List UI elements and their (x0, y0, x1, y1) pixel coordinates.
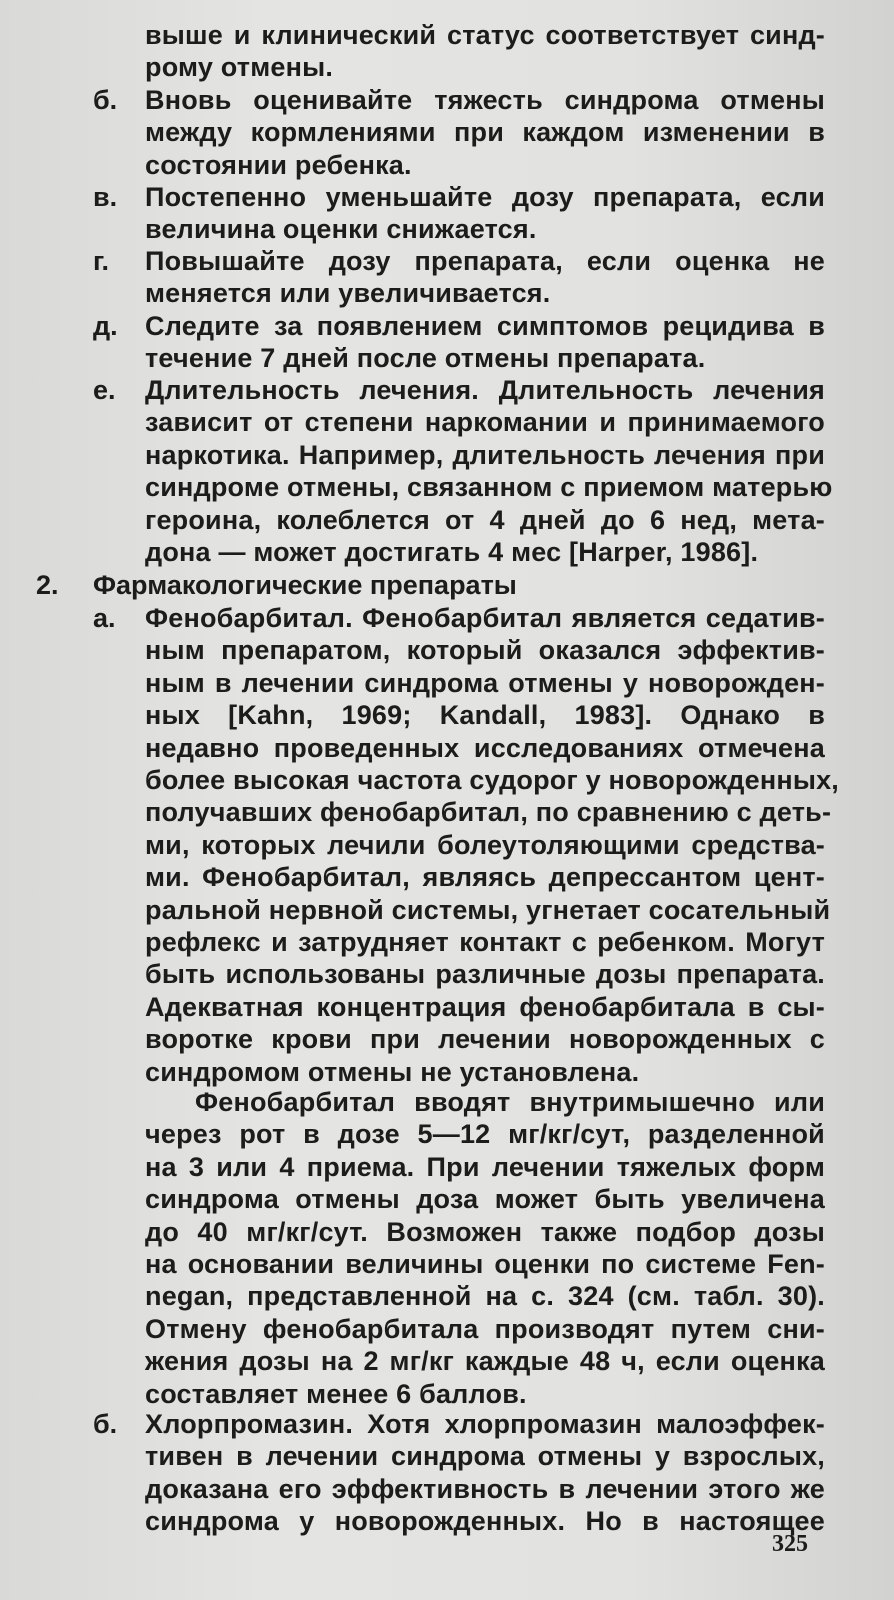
text-line: negan, представленной на с. 324 (см. табл. 30). (145, 1281, 825, 1312)
continuation-paragraph (145, 19, 825, 84)
text-line: величина оценки снижается. (145, 214, 537, 245)
text-line: Вновь оценивайте тяжесть синдрома отмены (145, 85, 825, 115)
text-line: дона — может достигать 4 мес [Harper, 1986]. (145, 537, 759, 568)
list-marker: а. (93, 603, 116, 633)
list-item (145, 245, 825, 310)
text-line: синдроме отмены, связанном с приемом матерью (145, 472, 833, 503)
list-marker: б. (93, 1409, 118, 1439)
text-line: героина, колеблется от 4 дней до 6 нед, мета- (145, 504, 825, 535)
section-title: Фармакологические препараты (93, 570, 517, 600)
text-line: течение 7 дней после отмены препарата. (145, 343, 706, 374)
text-line: Длительность лечения. Длительность лечения (145, 375, 825, 405)
text-line: ми, которых лечили болеутоляющими средства- (145, 829, 825, 860)
text-line: недавно проведенных исследованиях отмечена (145, 732, 825, 763)
text-line: ным препаратом, который оказался эффектив- (145, 635, 825, 666)
text-line: между кормлениями при каждом изменении в (145, 117, 825, 148)
list-item (145, 181, 825, 246)
text-line: рефлекс и затрудняет контакт с ребенком. Могут (145, 927, 825, 958)
text-line: синдрома у новорожденных. Но в настоящее (145, 1506, 825, 1537)
text-line: меняется или увеличивается. (145, 278, 551, 309)
list-marker: б. (93, 85, 118, 115)
section-number: 2. (36, 570, 59, 600)
text-line: через рот в дозе 5—12 мг/кг/сут, разделенной (145, 1119, 825, 1150)
list-item (145, 374, 833, 568)
text-line: ным в лечении синдрома отмены у новорожден- (145, 667, 825, 698)
text-line: Адекватная концентрация фенобарбитала в сы- (145, 991, 825, 1022)
text-line: синдрома отмены доза может быть увеличена (145, 1184, 825, 1215)
list-item (145, 310, 825, 375)
text-line: Фенобарбитал вводят внутримышечно или (195, 1087, 825, 1117)
text-line: быть использованы различные дозы препарата. (145, 959, 825, 990)
text-line: на основании величины оценки по системе Fen- (145, 1249, 825, 1280)
page-number: 325 (772, 1531, 808, 1557)
list-item (145, 602, 840, 1088)
text-line: на 3 или 4 приема. При лечении тяжелых форм (145, 1151, 825, 1182)
text-line: Отмену фенобарбитала производят путем сни- (145, 1313, 825, 1344)
text-line: Постепенно уменьшайте дозу препарата, если (145, 182, 825, 212)
text-line: ных [Kahn, 1969; Kandall, 1983]. Однако в (145, 700, 825, 731)
text-line: Следите за появлением симптомов рецидива в (145, 311, 825, 341)
list-item (145, 84, 825, 181)
text-line: получавших фенобарбитал, по сравнению с деть- (145, 797, 832, 828)
list-marker: д. (93, 311, 118, 341)
text-line: синдромом отмены не установлена. (145, 1056, 640, 1087)
text-line: жения дозы на 2 мг/кг каждые 48 ч, если оценка (145, 1346, 825, 1377)
text-line: Повышайте дозу препарата, если оценка не (145, 246, 825, 276)
text-line: ральной нервной системы, угнетает сосательный (145, 894, 831, 925)
text-line: зависит от степени наркомании и принимаемого (145, 407, 825, 438)
text-line: до 40 мг/кг/сут. Возможен также подбор дозы (145, 1216, 825, 1247)
text-line: воротке крови при лечении новорожденных с (145, 1024, 825, 1055)
text-line: составляет менее 6 баллов. (145, 1378, 527, 1409)
list-marker: в. (93, 182, 118, 212)
text-line: Хлорпромазин. Хотя хлорпромазин малоэффек- (145, 1409, 825, 1439)
paragraph (145, 1086, 825, 1410)
text-line: выше и клинический статус соответствует синд- (145, 20, 825, 50)
text-line: Фенобарбитал. Фенобарбитал является седатив- (145, 603, 825, 633)
text-line: ми. Фенобарбитал, являясь депрессантом цент- (145, 862, 825, 893)
text-line: тивен в лечении синдрома отмены у взрослых, (145, 1441, 825, 1472)
list-marker: е. (93, 375, 116, 405)
list-item (145, 1408, 825, 1538)
text-line: доказана его эффективность в лечении этого же (145, 1473, 825, 1504)
list-marker: г. (93, 246, 110, 276)
text-line: наркотика. Например, длительность лечения при (145, 439, 825, 470)
text-line: более высокая частота судорог у новорожденных, (145, 765, 840, 796)
text-line: рому отмены. (145, 52, 334, 83)
text-line: состоянии ребенка. (145, 149, 412, 180)
